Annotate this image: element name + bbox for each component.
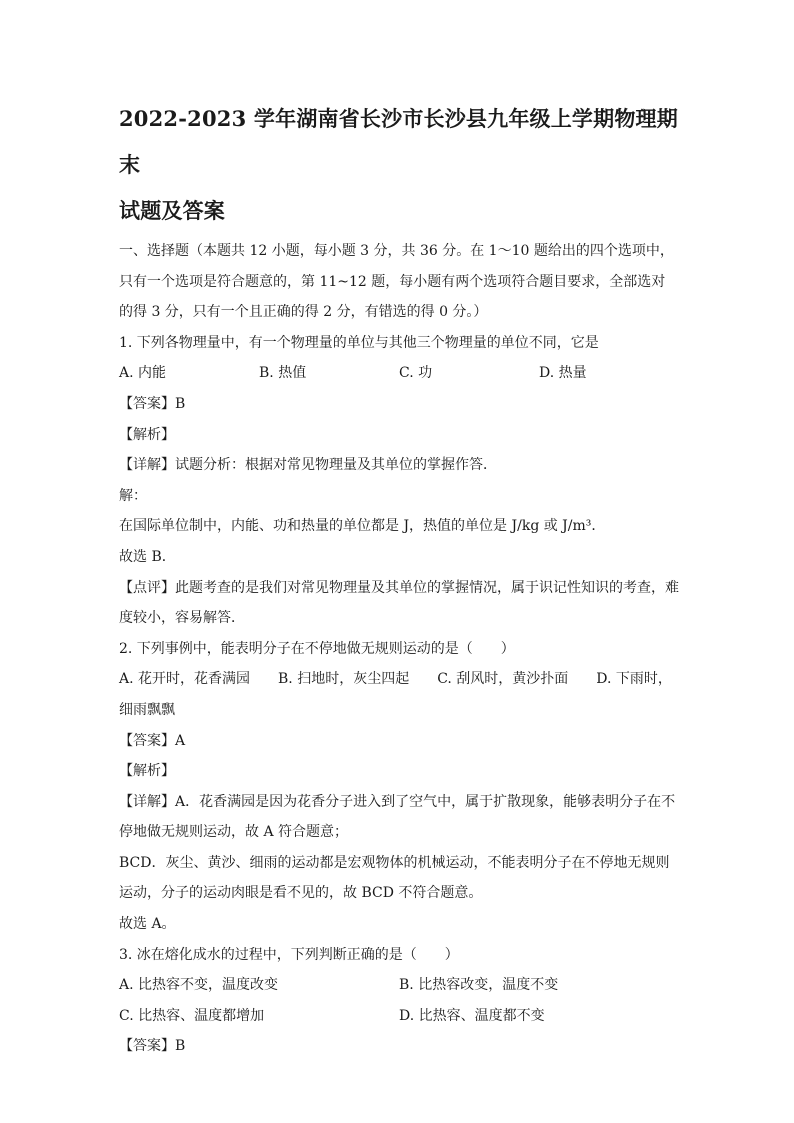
question-2-choose: 故选 A。 bbox=[119, 916, 176, 933]
title-line-2: 试题及答案 bbox=[119, 198, 225, 223]
question-3-options-row-2 bbox=[119, 1001, 679, 1032]
question-1-analysis: 【解析】 bbox=[119, 426, 175, 443]
question-3-answer: 【答案】B bbox=[119, 1038, 186, 1055]
option-a: A. 内能 bbox=[119, 365, 167, 382]
option-a: A. 比热容不变，温度改变 bbox=[119, 977, 279, 994]
question-1-solve: 解： bbox=[119, 487, 147, 504]
question-2-answer: 【答案】A bbox=[119, 732, 186, 749]
question-1-detail: 【详解】试题分析：根据对常见物理量及其单位的掌握作答． bbox=[119, 457, 497, 474]
section-intro: 一、选择题（本题共 12 小题，每小题 3 分，共 36 分。在 1～10 题给出的四个选项中，只有一个选项是符合题意的，第 11~12 题，每小题有两个选项符合题目要求，全部选对的得 3 分，只有一个且正确的得 2 分，有错选的得 0 分。） bbox=[119, 243, 674, 321]
question-2-options: A. 花开时，花香满园 B. 扫地时，灰尘四起 C. 刮风时，黄沙扑面 D. 下雨时，细雨飘飘 bbox=[119, 671, 672, 718]
document-page bbox=[119, 96, 679, 1062]
option-d: D. 比热容、温度都不变 bbox=[399, 1007, 545, 1024]
question-2-detail: 【详解】A．花香满园是因为花香分子进入到了空气中，属于扩散现象，能够表明分子在不停地做无规则运动，故 A 符合题意； bbox=[119, 793, 676, 841]
question-3-options-row-1 bbox=[119, 970, 679, 1001]
question-2-analysis: 【解析】 bbox=[119, 763, 175, 780]
question-1-answer: 【答案】B bbox=[119, 395, 186, 412]
question-1-comment: 【点评】此题考查的是我们对常见物理量及其单位的掌握情况，属于识记性知识的考查，难度较小，容易解答． bbox=[119, 579, 679, 627]
question-1-stem: 1. 下列各物理量中，有一个物理量的单位与其他三个物理量的单位不同，它是 bbox=[119, 334, 599, 351]
question-2-bcd: BCD．灰尘、黄沙、细雨的运动都是宏观物体的机械运动，不能表明分子在不停地无规则运动，分子的运动肉眼是看不见的，故 BCD 不符合题意。 bbox=[119, 854, 670, 902]
option-c: C. 功 bbox=[399, 365, 433, 382]
question-1-options bbox=[119, 358, 679, 389]
option-b: B. 热值 bbox=[259, 365, 307, 382]
question-2-stem: 2. 下列事例中，能表明分子在不停地做无规则运动的是（ ） bbox=[119, 640, 515, 657]
question-1-body: 在国际单位制中，内能、功和热量的单位都是 J，热值的单位是 J/kg 或 J/m³． bbox=[119, 518, 606, 535]
title-line-1: 2022-2023 学年湖南省长沙市长沙县九年级上学期物理期末 bbox=[119, 106, 678, 177]
option-d: D. 热量 bbox=[539, 365, 587, 382]
page-title bbox=[119, 96, 679, 234]
option-b: B. 比热容改变，温度不变 bbox=[399, 977, 559, 994]
question-3-stem: 3. 冰在熔化成水的过程中，下列判断正确的是（ ） bbox=[119, 946, 459, 963]
option-c: C. 比热容、温度都增加 bbox=[119, 1007, 265, 1024]
question-1-choose: 故选 B． bbox=[119, 548, 176, 565]
